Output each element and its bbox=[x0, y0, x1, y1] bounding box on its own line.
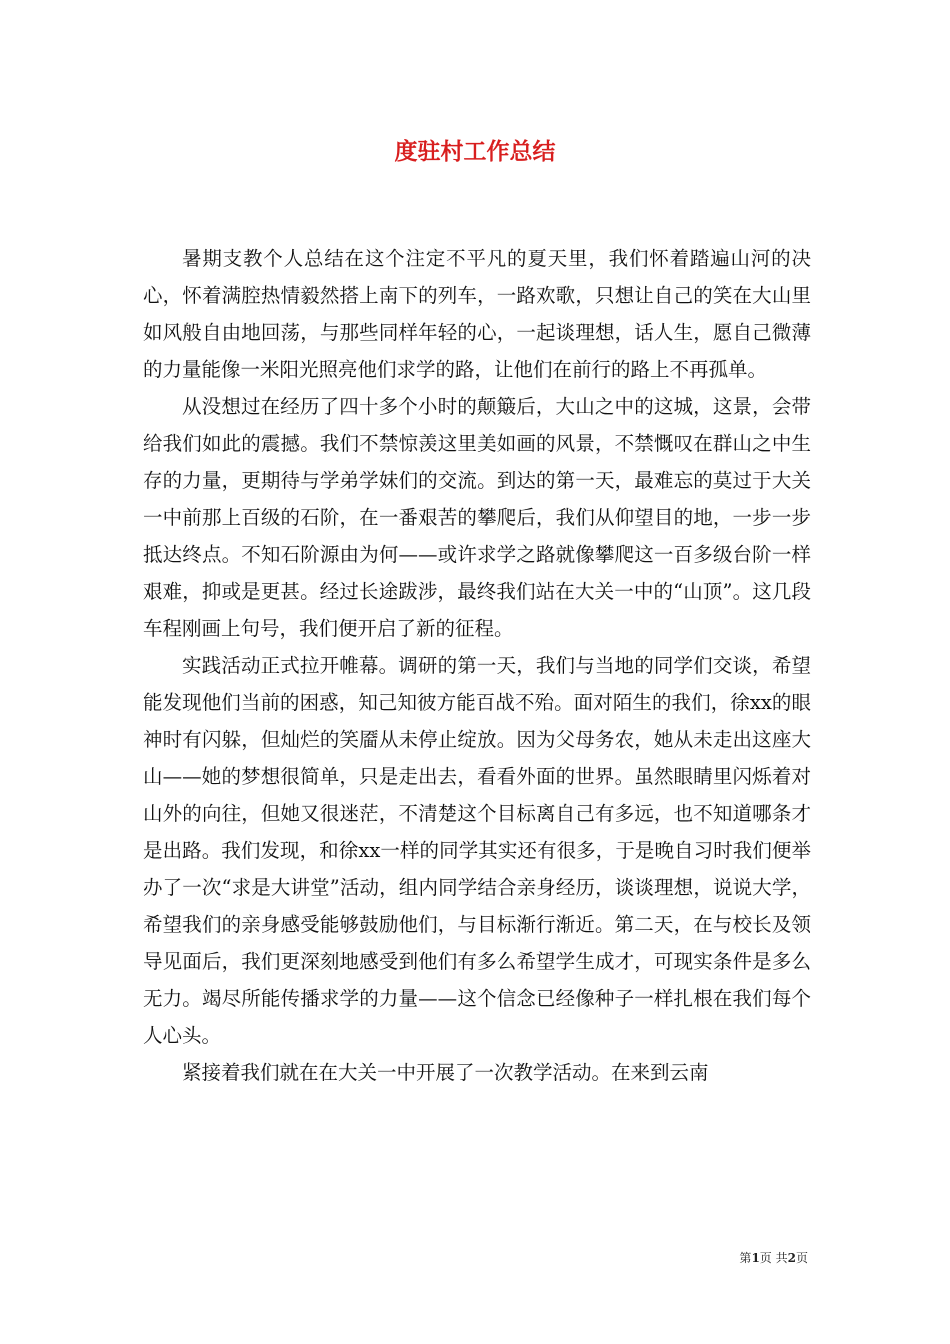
footer-suffix: 页 bbox=[795, 1251, 808, 1265]
paragraph-4: 紧接着我们就在在大关一中开展了一次教学活动。在来到云南 bbox=[182, 1061, 709, 1084]
footer-middle: 页 共 bbox=[759, 1251, 788, 1265]
document-title: 度驻村工作总结 bbox=[394, 138, 556, 165]
document-body bbox=[143, 240, 811, 1091]
footer-total-pages: 2 bbox=[787, 1251, 796, 1265]
paragraph-3: 实践活动正式拉开帷幕。调研的第一天，我们与当地的同学们交谈，希望能发现他们当前的困惑，知己知彼方能百战不殆。面对陌生的我们，徐xx的眼神时有闪躲，但灿烂的笑靥从未停止绽放。因为父母务农，她从未走出这座大山——她的梦想很简单，只是走出去，看看外面的世界。虽然眼睛里闪烁着对山外的向往，但她又很迷茫，不清楚这个目标离自己有多远，也不知道哪条才是出路。我们发现，和徐xx一样的同学其实还有很多，于是晚自习时我们便举办了一次“求是大讲堂”活动，组内同学结合亲身经历，谈谈理想，说说大学，希望我们的亲身感受能够鼓励他们，与目标渐行渐近。第二天，在与校长及领导见面后，我们更深刻地感受到他们有多么希望学生成才，可现实条件是多么无力。竭尽所能传播求学的力量——这个信念已经像种子一样扎根在我们每个人心头。 bbox=[143, 654, 811, 1047]
page-number-footer bbox=[739, 1249, 808, 1266]
footer-current-page: 1 bbox=[751, 1251, 760, 1265]
paragraph-1: 暑期支教个人总结在这个注定不平凡的夏天里，我们怀着踏遍山河的决心，怀着满腔热情毅然搭上南下的列车，一路欢歌，只想让自己的笑在大山里如风般自由地回荡，与那些同样年轻的心，一起谈理想，话人生，愿自己微薄的力量能像一米阳光照亮他们求学的路，让他们在前行的路上不再孤单。 bbox=[143, 247, 811, 381]
footer-prefix: 第 bbox=[739, 1251, 752, 1265]
paragraph-2: 从没想过在经历了四十多个小时的颠簸后，大山之中的这城，这景，会带给我们如此的震撼。我们不禁惊羡这里美如画的风景，不禁慨叹在群山之中生存的力量，更期待与学弟学妹们的交流。到达的第一天，最难忘的莫过于大关一中前那上百级的石阶，在一番艰苦的攀爬后，我们从仰望目的地，一步一步抵达终点。不知石阶源由为何——或许求学之路就像攀爬这一百多级台阶一样艰难，抑或是更甚。经过长途跋涉，最终我们站在大关一中的“山顶”。这几段车程刚画上句号，我们便开启了新的征程。 bbox=[143, 395, 811, 640]
